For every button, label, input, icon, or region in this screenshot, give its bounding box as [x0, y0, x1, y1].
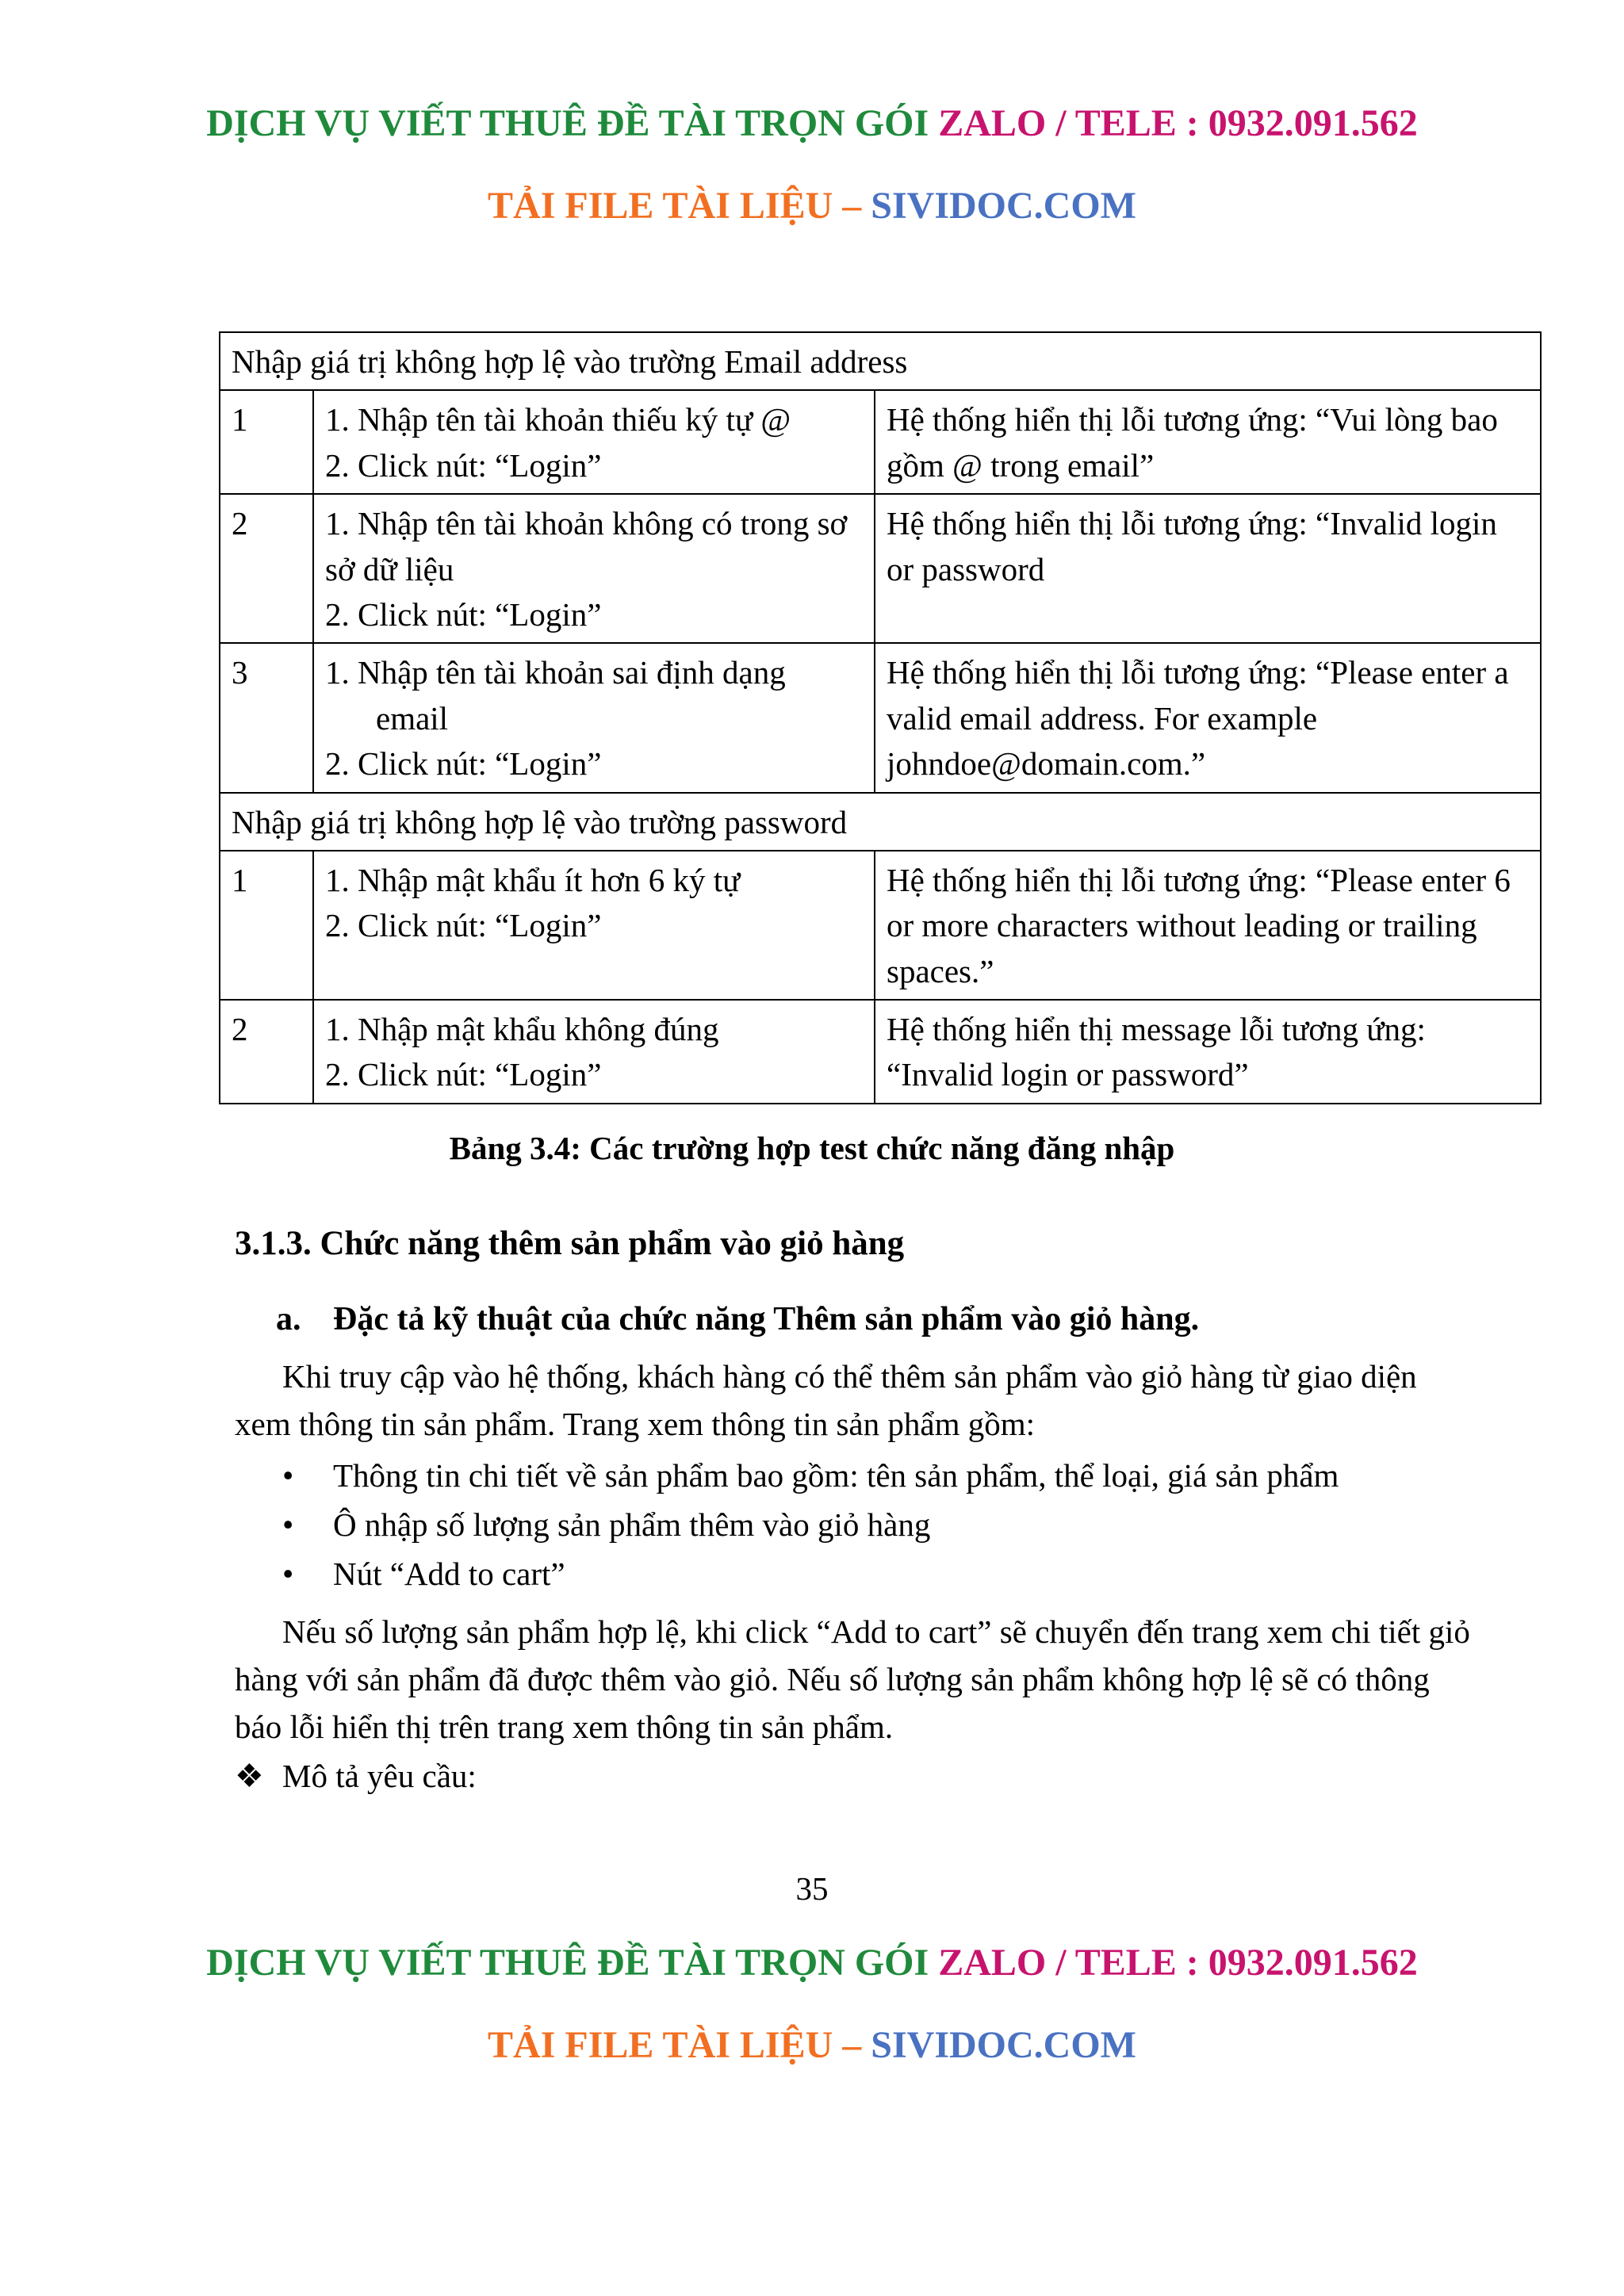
- table-row: [220, 643, 1541, 792]
- paragraph: Khi truy cập vào hệ thống, khách hàng có thể thêm sản phẩm vào giỏ hàng từ giao diện xem thông tin sản phẩm. Trang xem thông tin sản phẩm gồm:: [235, 1358, 1417, 1442]
- footer-banner-service: [0, 1941, 1624, 1984]
- case-steps: [313, 390, 875, 494]
- case-number: 1: [220, 851, 313, 1000]
- step-line: 2. Click nút: “Login”: [325, 446, 602, 484]
- step-line: 1. Nhập tên tài khoản không có trong sơ sở dữ liệu: [325, 505, 848, 587]
- step-line: 2. Click nút: “Login”: [325, 595, 602, 633]
- contact-text: ZALO / TELE : 0932.091.562: [938, 102, 1418, 144]
- expected-result: Hệ thống hiển thị lỗi tương ứng: “Vui lòng bao gồm @ trong email”: [875, 390, 1541, 494]
- expected-result: Hệ thống hiển thị lỗi tương ứng: “Please enter a valid email address. For example johndoe@domain.com.”: [875, 643, 1541, 792]
- table-row: [220, 494, 1541, 643]
- step-line: 1. Nhập tên tài khoản sai định dạng: [325, 654, 786, 691]
- paragraph: Nếu số lượng sản phẩm hợp lệ, khi click “Add to cart” sẽ chuyển đến trang xem chi tiết giỏ hàng với sản phẩm đã được thêm vào giỏ. Nếu số lượng sản phẩm không hợp lệ sẽ có thông báo lỗi hiển thị trên trang xem thông tin sản phẩm.: [235, 1613, 1470, 1745]
- subsection-marker: a.: [276, 1301, 301, 1337]
- requirement-label: [235, 1757, 477, 1795]
- section-row: [220, 332, 1541, 390]
- list-item: • Thông tin chi tiết về sản phẩm bao gồm: tên sản phẩm, thể loại, giá sản phẩm: [282, 1451, 1339, 1500]
- expected-result: Hệ thống hiển thị lỗi tương ứng: “Please enter 6 or more characters without leading or trailing spaces.”: [875, 851, 1541, 1000]
- table-row: [220, 851, 1541, 1000]
- case-steps: [313, 851, 875, 1000]
- step-line: 1. Nhập mật khẩu không đúng: [325, 1011, 719, 1048]
- step-line: email: [376, 699, 449, 737]
- login-test-table: [219, 331, 1542, 1104]
- step-line: 2. Click nút: “Login”: [325, 745, 602, 783]
- case-number: 1: [220, 390, 313, 494]
- site-link[interactable]: SIVIDOC.COM: [871, 185, 1136, 227]
- case-steps: [313, 643, 875, 792]
- section-title-password: Nhập giá trị không hợp lệ vào trường password: [220, 793, 1541, 851]
- contact-text: ZALO / TELE : 0932.091.562: [938, 1942, 1418, 1984]
- requirement-text: Mô tả yêu cầu:: [282, 1758, 477, 1794]
- step-line: 1. Nhập mật khẩu ít hơn 6 ký tự: [325, 861, 741, 898]
- case-steps: [313, 494, 875, 643]
- header-banner-download: [0, 184, 1624, 228]
- step-line: 2. Click nút: “Login”: [325, 907, 602, 944]
- download-text: TẢI FILE TÀI LIỆU –: [488, 2024, 862, 2066]
- feature-list: [282, 1451, 1339, 1598]
- header-banner-service: [0, 101, 1624, 145]
- case-number: 2: [220, 494, 313, 643]
- subsection-heading: [276, 1300, 1199, 1338]
- table-row: [220, 390, 1541, 494]
- download-text: TẢI FILE TÀI LIỆU –: [488, 185, 862, 227]
- service-text: DỊCH VỤ VIẾT THUÊ ĐỀ TÀI TRỌN GÓI: [206, 102, 929, 144]
- table-row: [220, 1000, 1541, 1104]
- case-steps: [313, 1000, 875, 1104]
- list-item: • Ô nhập số lượng sản phẩm thêm vào giỏ hàng: [282, 1500, 1339, 1549]
- site-link[interactable]: SIVIDOC.COM: [871, 2024, 1136, 2066]
- list-item: • Nút “Add to cart”: [282, 1549, 1339, 1598]
- service-text: DỊCH VỤ VIẾT THUÊ ĐỀ TÀI TRỌN GÓI: [206, 1942, 929, 1984]
- footer-banner-download: [0, 2023, 1624, 2067]
- page-number: 35: [795, 1870, 829, 1907]
- expected-result: Hệ thống hiển thị message lỗi tương ứng: “Invalid login or password”: [875, 1000, 1541, 1104]
- section-row: [220, 793, 1541, 851]
- subsection-title: Đặc tả kỹ thuật của chức năng Thêm sản phẩm vào giỏ hàng.: [333, 1301, 1200, 1337]
- step-line: 2. Click nút: “Login”: [325, 1056, 602, 1093]
- table-caption: Bảng 3.4: Các trường hợp test chức năng đăng nhập: [449, 1130, 1175, 1166]
- case-number: 2: [220, 1000, 313, 1104]
- step-line: 1. Nhập tên tài khoản thiếu ký tự @: [325, 401, 791, 438]
- case-number: 3: [220, 643, 313, 792]
- diamond-bullet-icon: ❖: [235, 1758, 264, 1794]
- expected-result: Hệ thống hiển thị lỗi tương ứng: “Invalid login or password: [875, 494, 1541, 643]
- section-title-email: Nhập giá trị không hợp lệ vào trường Email address: [220, 332, 1541, 390]
- section-heading: 3.1.3. Chức năng thêm sản phẩm vào giỏ hàng: [235, 1225, 905, 1262]
